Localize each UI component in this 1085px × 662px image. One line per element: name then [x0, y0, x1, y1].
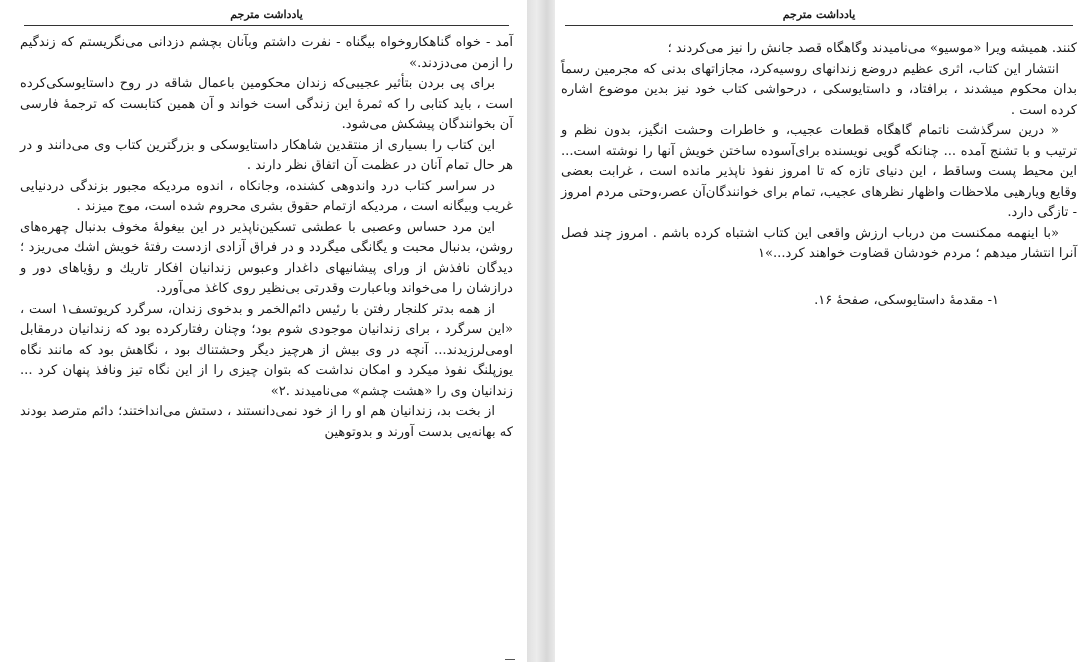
paragraph: « درین سرگذشت ناتمام گاهگاه قطعات عجیب، و خاطرات وحشت انگیز، بدون نظم و ترتیب و با تشنج آمده ... چنانکه گویی نویسنده برای‌آسوده ساختن خویش آنها را نوشته است... این محیط پست وساقط ، این دنیای تازه که تا امروز نفوذ ناپذیر مانده است ، غرابت بعضی وقایع ویارهیی ملاحظات واظهار نظرهای عجیب، تمام برای خوانندگان‌آن عصر،وحتی مردم امروز - تازگی دارد.: [561, 123, 1077, 220]
paragraph: در سراسر کتاب درد واندوهی کشنده، وجانکاه ، اندوه مردیکه مجبور بزندگی دردنیایی غریب وبیگانه است ، مردیکه ازتمام حقوق بشری محروم شده است، موج میزند .: [20, 178, 513, 214]
margin-mark: [505, 659, 515, 660]
paragraph: کنند. همیشه ویرا «موسیو» می‌نامیدند وگاهگاه قصد جانش را نیز می‌کردند ؛: [667, 41, 1077, 56]
page-body: [561, 33, 1077, 311]
paragraph: از بخت بد، زندانیان هم او را از خود نمی‌دانستند ، دستش می‌انداختند؛ دائم مترصد بودند که بهانه‌یی بدست آورند و بدوتوهین: [20, 404, 513, 440]
page-header: یادداشت مترجم: [230, 8, 303, 21]
page-header: یادداشت مترجم: [782, 8, 856, 21]
header-rule: [24, 25, 509, 26]
footnote: ۱- مقدمهٔ داستایوسکی، صفحهٔ ۱۶.: [814, 292, 999, 308]
left-page: [0, 0, 527, 662]
paragraph: انتشار این کتاب، اثری عظیم دروضع زندانهای روسیه‌کرد، مجازاتهای بدنی که مجرمین رسماً بدان محکوم میشدند ، برافتاد، و داستایوسکی ، درحواشی کتاب خود نیز بدین موضوع اشاره کرده است .: [561, 61, 1077, 118]
page-body: [20, 33, 513, 443]
paragraph: آمد - خواه گناهکاروخواه بیگناه - نفرت داشتم وبآنان بچشم دزدانی می‌نگریستم که زندگیم را ازمن می‌دزدند.»: [20, 35, 513, 71]
header-rule: [565, 25, 1073, 26]
paragraph: این کتاب را بسیاری از منتقدین شاهکار داستایوسکی و بزرگترین کتاب وی می‌دانند و در هر حال تمام آنان در عظمت آن اتفاق نظر دارند .: [20, 137, 513, 173]
paragraph: «با اینهمه ممکنست من درباب ارزش واقعی این کتاب اشتباه کرده باشم . امروز چند فصل آنرا انتشار میدهم ؛ مردم خودشان قضاوت خواهند کرد...»۱: [561, 225, 1077, 261]
paragraph: این مرد حساس وعصبی با عطشی تسکین‌ناپذیر در این بیغولهٔ مخوف بدنبال چهره‌های روشن، بدنبال محبت و یگانگی میگردد و در فراق آزادی ازدست رفتهٔ خویش اشك می‌ریزد ؛ دیدگان نافذش از ورای پیشانیهای داغدار وعبوس زندانیان افکار تاریك و رؤیاهای دور و درازشان را می‌خواند وباعبارت وقدرتی بی‌نظیر روی کاغذ می‌آورد.: [20, 219, 513, 296]
paragraph: برای پی بردن بتأثیر عجیبی‌که زندان محکومین باعمال شاقه در روح داستایوسکی‌کرده است ، باید کتابی را که ثمرهٔ این زندگی است خواند و آن همین کتابست که ترجمهٔ فارسی آن بخوانندگان پیشکش می‌شود.: [20, 76, 513, 132]
paragraph: از همه بدتر کلنجار رفتن با رئیس دائم‌الخمر و بدخوی زندان، سرگرد کریوتسف۱ است ، «این سرگرد ، برای زندانیان موجودی شوم بود؛ وچنان رفتارکرده بود که زندانیان درمقابل اومی‌لرزیدند... آنچه در وی بیش از هرچیز دیگر وحشتناك بود ، نگاهش بود که مانند نگاه یوزپلنگ نفوذ میکرد و امکان نداشت که بتوان چیزی را از این نگاه تیز ونافذ پنهان کرد ... زندانیان وی را «هشت چشم» می‌نامیدند .۲»: [20, 301, 513, 399]
book-gutter: [527, 0, 555, 662]
right-page: [555, 0, 1085, 662]
